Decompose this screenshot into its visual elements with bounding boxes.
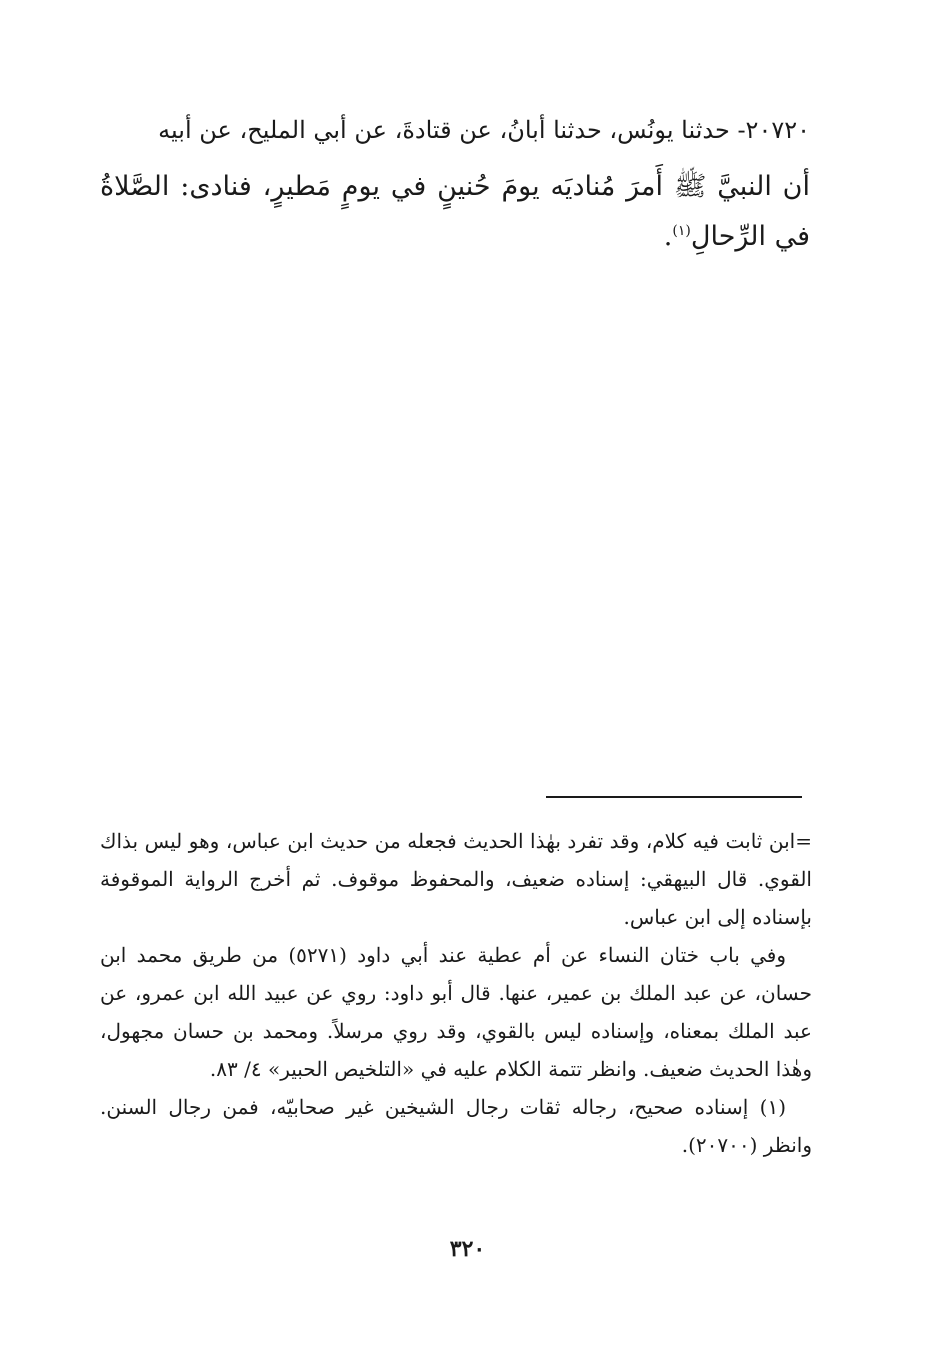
footnote-1: (١) إسناده صحيح، رجاله ثقات رجال الشيخين غير صحابيّه، فمن رجال السنن. وانظر (٢٠٧٠٠). (100, 1095, 812, 1157)
footnote-reference[interactable]: (١) (672, 223, 691, 239)
footnotes (100, 822, 812, 1164)
footnote-paragraph: وفي باب ختان النساء عن أم عطية عند أبي داود (٥٢٧١) من طريق محمد ابن حسان، عن عبد الملك بن عمير، عنها. قال أبو داود: روي عن عبيد الله ابن عمرو، عن عبد الملك بمعناه، وإسناده ليس بالقوي، وقد روي مرسلاً. ومحمد بن حسان مجهول، وهٰذا الحديث ضعيف. وانظر تتمة الكلام عليه في «التلخيص الحبير» ٤/ ٨٣. (100, 943, 812, 1081)
hadith-chain: ٢٠٧٢٠- حدثنا يونُس، حدثنا أبانُ، عن قتادةَ، عن أبي المليح، عن أبيه (158, 116, 810, 144)
footnote-continuation: =ابن ثابت فيه كلام، وقد تفرد بهٰذا الحديث فجعله من حديث ابن عباس، وهو ليس بذاك القوي. قال البيهقي: إسناده ضعيف، والمحفوظ موقوف. ثم أخرج الرواية الموقوفة بإسناده إلى ابن عباس. (100, 829, 812, 929)
hadith-matn-end: . (663, 221, 673, 252)
hadith-matn (100, 162, 810, 262)
hadith-matn-text: أن النبيَّ ﷺ أَمرَ مُناديَه يومَ حُنينٍ في يومٍ مَطيرٍ، فنادى: الصَّلاةُ في الرِّحالِ (100, 171, 810, 252)
footnote-separator (546, 796, 802, 798)
main-text (100, 108, 810, 262)
page-number: ٣٢٠ (449, 1236, 486, 1262)
